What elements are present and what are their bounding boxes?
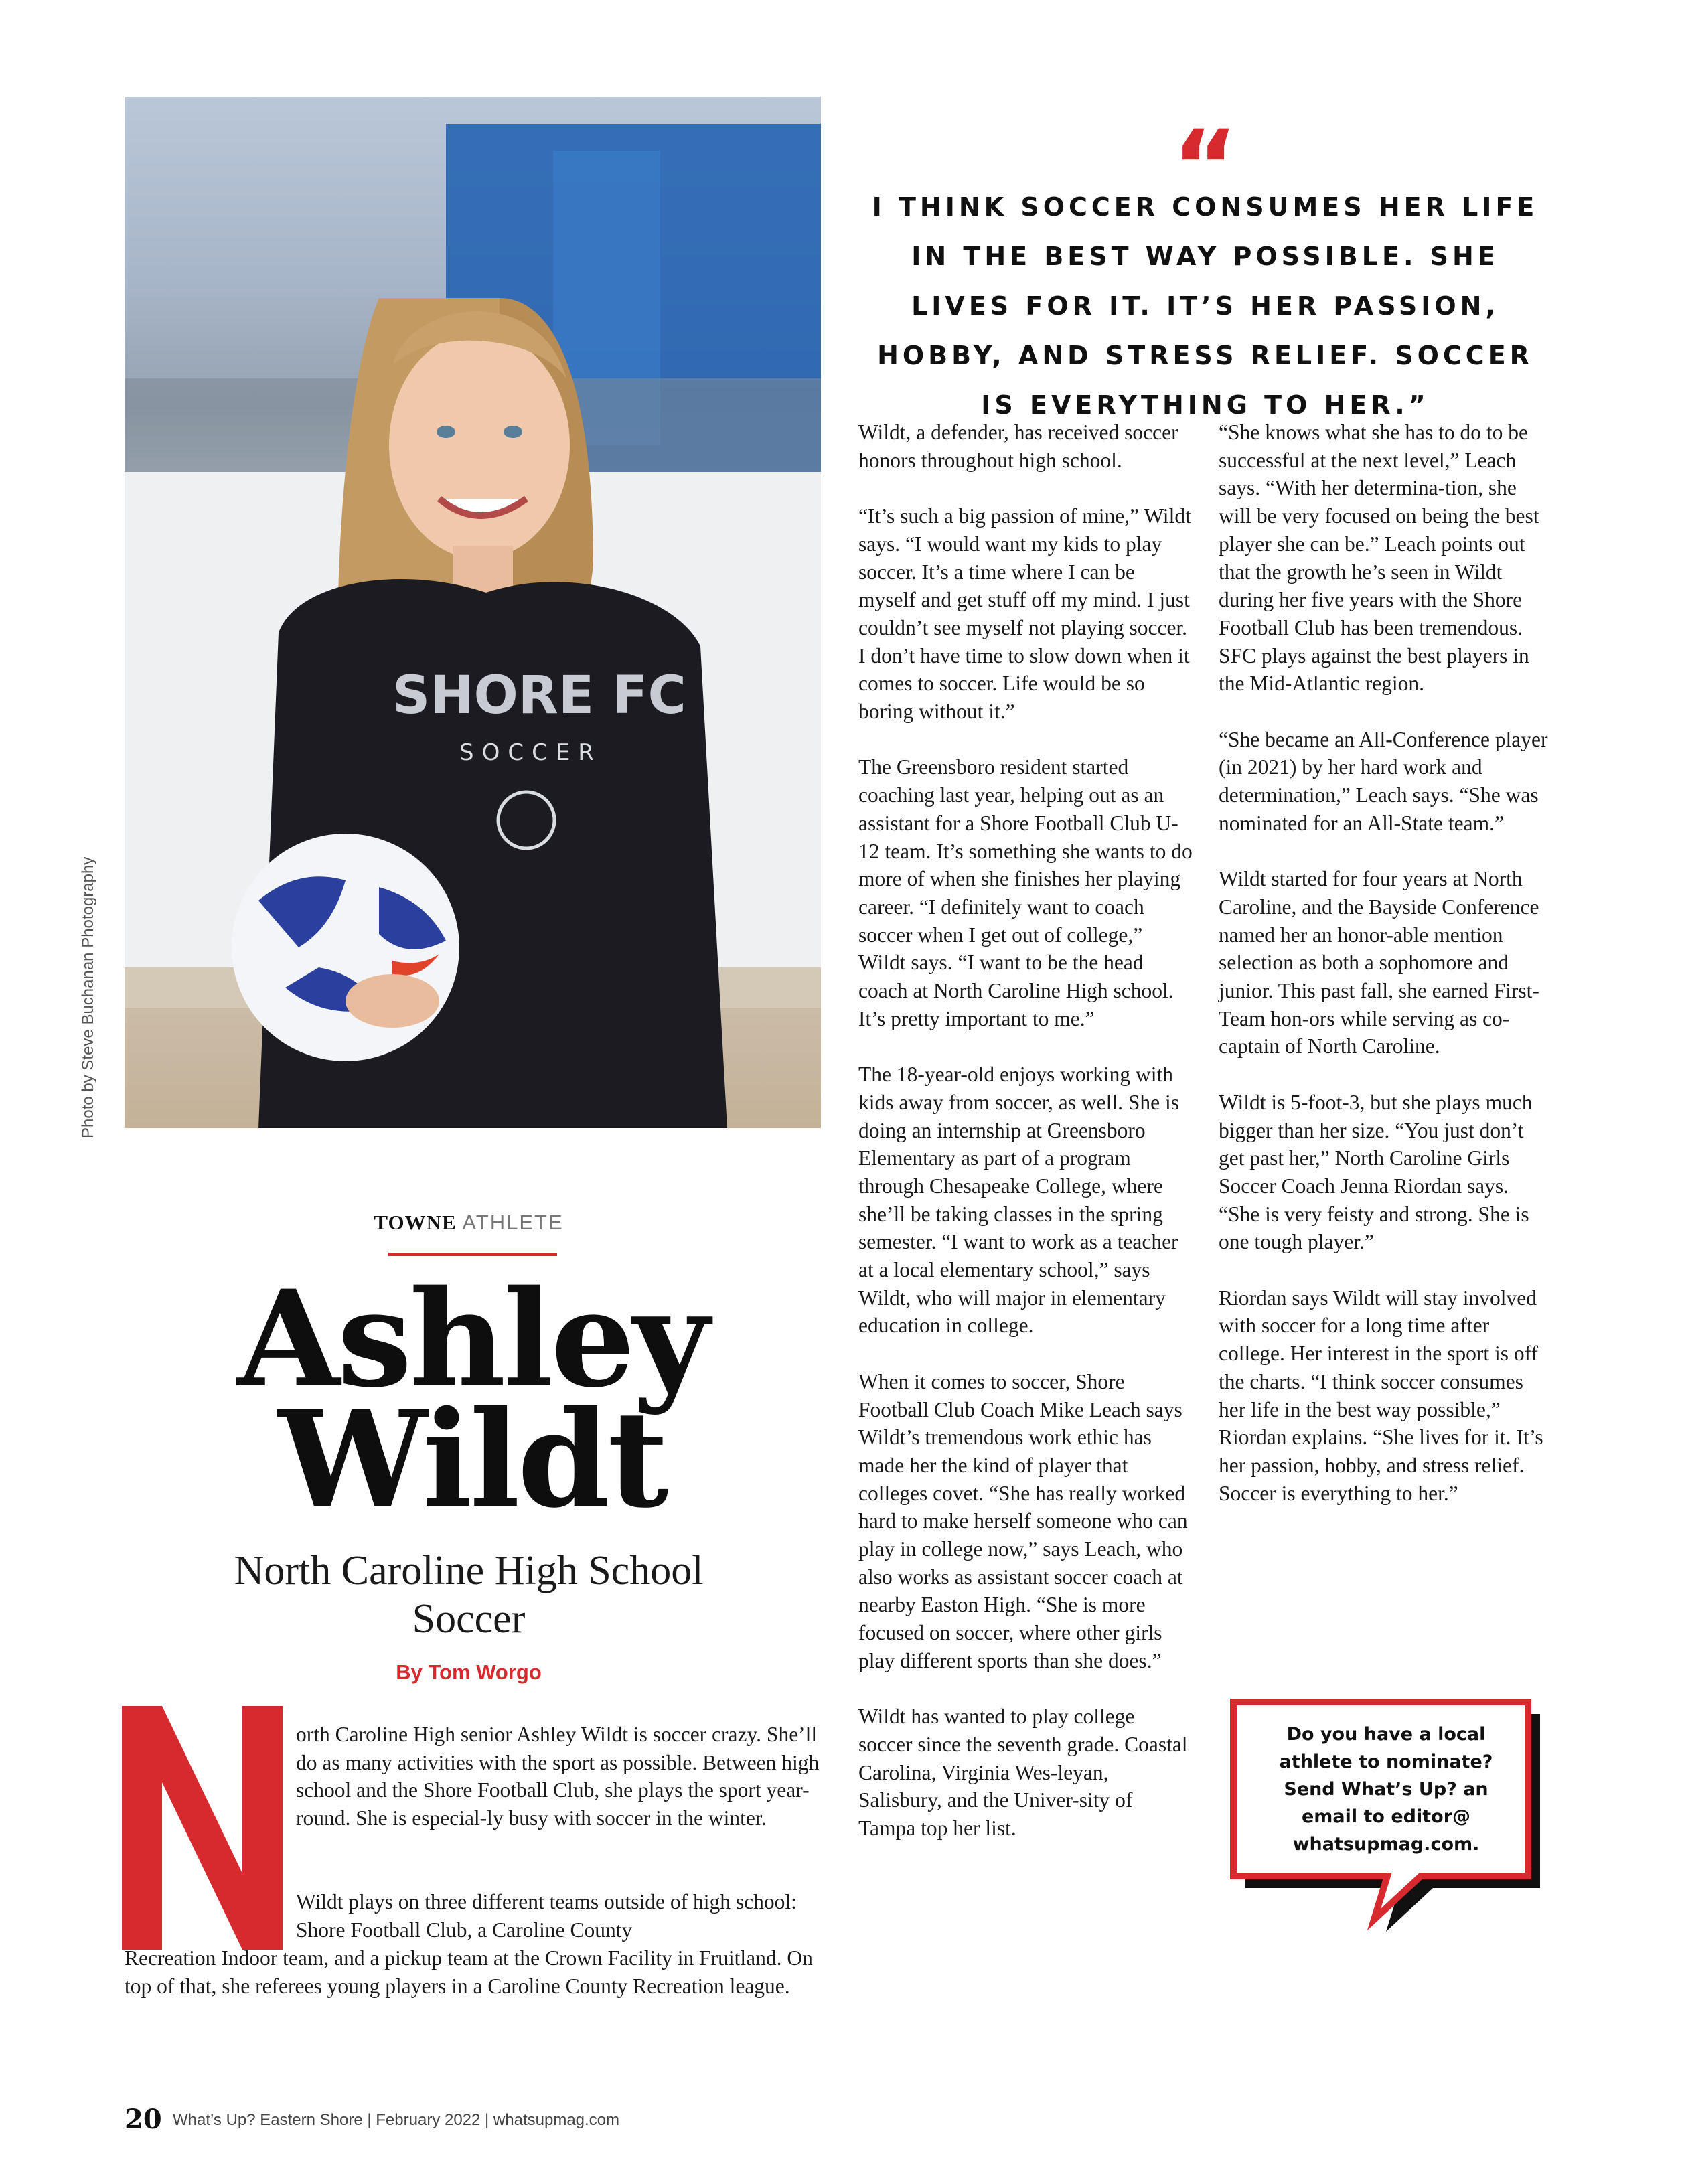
headline — [174, 1261, 770, 1537]
deck-line-2: Soccer — [412, 1596, 526, 1642]
headline-line-2: Wildt — [278, 1381, 666, 1537]
body-paragraph: Wildt has wanted to play college soccer since the seventh grade. Coastal Carolina, Virginia Wes-leyan, Salisbury, and the Univer-sity of Tampa top her list. — [858, 1705, 1188, 1841]
athlete-photo — [125, 97, 821, 1128]
body-paragraph: The 18-year-old enjoys working with kids away from soccer, as well. She is doing an internship at Greensboro Elementary as part of a program through Chesapeake College, where she’ll be taking classes in the spring semester. “I want to work as a teacher at a local elementary school,” says Wildt, who will major in elementary education in college. — [858, 1063, 1179, 1338]
svg-text:SOCCER: SOCCER — [459, 739, 602, 766]
kicker-bold: TOWNE — [374, 1211, 457, 1234]
body-paragraph: Wildt started for four years at North Caroline, and the Bayside Conference named her an honor-able mention selection as both a sophomore and junior. This past fall, she earned First-Team hon-ors while serving as co-captain of North Caroline. — [1219, 867, 1539, 1059]
kicker-light: ATHLETE — [462, 1211, 564, 1234]
svg-text:SHORE FC: SHORE FC — [392, 666, 686, 726]
headline-line-1: Ashley — [237, 1261, 707, 1417]
body-paragraph: “She became an All-Conference player (in 2021) by her hard work and determination,” Leach says. “She was nominated for an All-State team.” — [1219, 727, 1548, 835]
deck — [161, 1547, 777, 1643]
body-paragraph: Riordan says Wildt will stay involved with soccer for a long time after college. Her interest in the sport is off the charts. “I think soccer consumes her life in the best way possible,” Riordan explains. “She lives for it. It’s her passion, hobby, and stress relief. Soccer is everything to her.” — [1219, 1285, 1543, 1505]
photo-credit: Photo by Steve Buchanan Photography — [79, 856, 97, 1138]
quote-mark-icon: “ — [1172, 109, 1239, 226]
kicker-rule — [388, 1253, 557, 1256]
photo-illustration — [125, 97, 821, 1128]
body-paragraph: “It’s such a big passion of mine,” Wildt says. “I would want my kids to play soccer. It’s a time where I can be myself and get stuff off my mind. I just couldn’t see myself not playing soccer. I don’t have time to slow down when it comes to soccer. Life would be so boring without it.” — [858, 504, 1191, 724]
intro-paragraph-2-rest: Recreation Indoor team, and a pickup team at the Crown Facility in Fruitland. On top of that, she referees young players in a Caroline County Recreation league. — [125, 1946, 813, 1998]
footer-text: What’s Up? Eastern Shore | February 2022 | whatsupmag.com — [173, 2111, 620, 2129]
body-paragraph: Wildt is 5-foot-3, but she plays much bigger than her size. “You just don’t get past her,” North Caroline Girls Soccer Coach Jenna Riordan says. “She is very feisty and strong. She is one tough player.” — [1219, 1090, 1533, 1254]
body-column-2 — [858, 418, 1193, 1843]
body-paragraph: “She knows what she has to do to be successful at the next level,” Leach says. “With her determina-tion, she will be very focused on being the best player she can be.” Leach points out that the growth he’s seen in Wildt during her five years with the Shore Football Club has been tremendous. SFC plays against the best players in the Mid-Atlantic region. — [1219, 420, 1539, 696]
deck-line-1: North Caroline High School — [234, 1548, 704, 1593]
pull-quote: I THINK SOCCER CONSUMES HER LIFE IN THE BEST WAY POSSIBLE. SHE LIVES FOR IT. IT’S HER PASSION, HOBBY, AND STRESS RELIEF. SOCCER IS EVERYTHING TO HER.” — [872, 192, 1539, 420]
page-number: 20 — [125, 2104, 162, 2135]
drop-cap-n — [122, 1706, 283, 1950]
body-paragraph: The Greensboro resident started coaching last year, helping out as an assistant for a Shore Football Club U-12 team. It’s something she wants to do more of when she finishes her playing career. “I definitely want to coach soccer when I get out of college,” Wildt says. “I want to be the head coach at North Caroline High school. It’s pretty important to me.” — [858, 755, 1193, 1030]
body-paragraph: When it comes to soccer, Shore Football Club Coach Mike Leach says Wildt’s tremendous work ethic has made her the kind of player that colleges covet. “She has really worked hard to make herself someone who can play in college now,” says Leach, who also works as assistant soccer coach at nearby Easton High. “She is more focused on soccer, where other girls play different sports than she does.” — [858, 1369, 1188, 1672]
nominate-callout — [1225, 1694, 1547, 1942]
body-column-3 — [1219, 418, 1553, 1507]
intro-paragraph-1: orth Caroline High senior Ashley Wildt is soccer crazy. She’ll do as many activities with the sport as possible. Between high school and the Shore Football Club, she plays the sport year-round. She is especial-ly busy with soccer in the winter. — [296, 1723, 820, 1830]
section-kicker — [321, 1211, 616, 1235]
drop-cap-glyph — [122, 1706, 283, 1950]
callout-text: Do you have a local athlete to nominate? Send What’s Up? an email to editor@ whatsupmag.com. — [1279, 1724, 1493, 1855]
body-paragraph: Wildt, a defender, has received soccer honors throughout high school. — [858, 420, 1178, 472]
intro-paragraph-2-start: Wildt plays on three different teams outside of high school: Shore Football Club, a Caroline County — [296, 1890, 797, 1942]
byline: By Tom Worgo — [396, 1660, 542, 1684]
